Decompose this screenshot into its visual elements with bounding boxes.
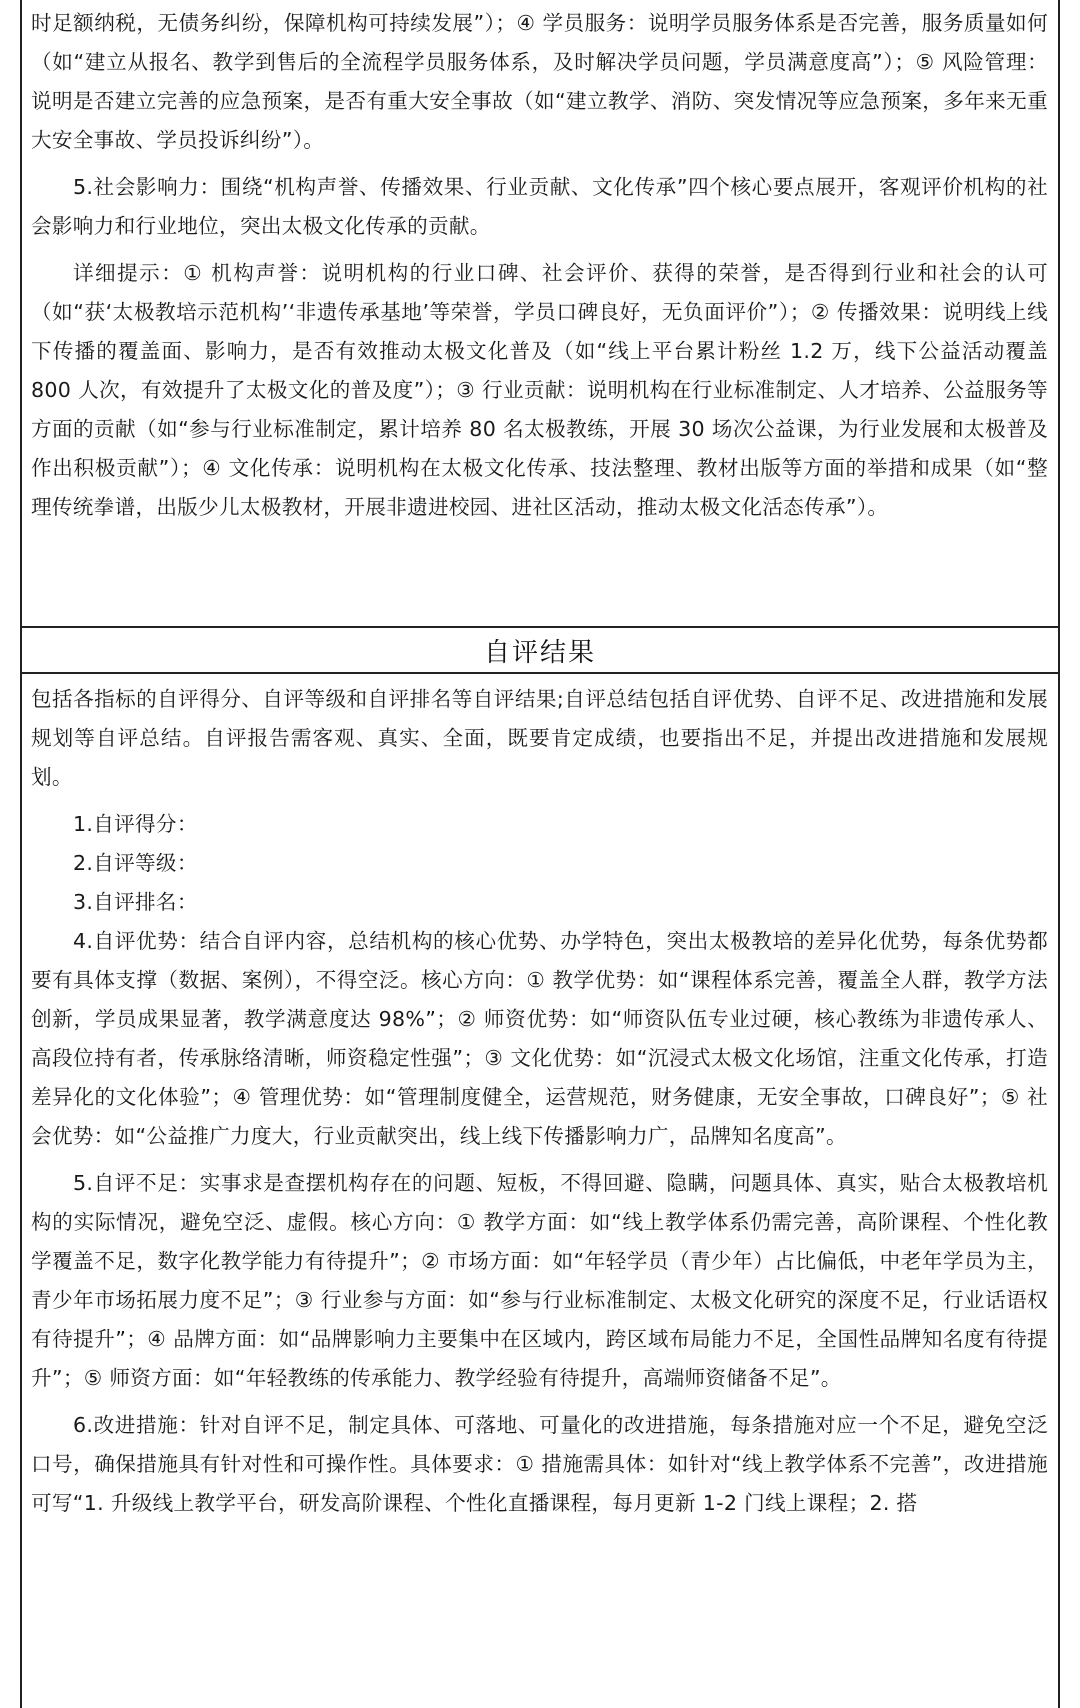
social-influence-heading-paragraph: 5.社会影响力：围绕“机构声誉、传播效果、行业贡献、文化传承”四个核心要点展开，客观评价机构的社会影响力和行业地位，突出太极文化传承的贡献。 (31, 175, 1048, 238)
social-influence-detail-paragraph: 详细提示：① 机构声誉：说明机构的行业口碑、社会评价、获得的荣誉，是否得到行业和社会的认可（如“获‘太极教培示范机构’‘非遗传承基地’等荣誉，学员口碑良好，无负面评价”）；② 传播效果：说明线上线下传播的覆盖面、影响力，是否有效推动太极文化普及（如“线上平台累计粉丝 1.2 万，线下公益活动覆盖 800 人次，有效提升了太极文化的普及度”）；③ 行业贡献：说明机构在行业标准制定、人才培养、公益服务等方面的贡献（如“参与行业标准制定，累计培养 80 名太极教练，开展 30 场次公益课，为行业发展和太极普及作出积极贡献”）；④ 文化传承：说明机构在太极文化传承、技法整理、教材出版等方面的举措和成果（如“整理传统拳谱，出版少儿太极教材，开展非遗进校园、进社区活动，推动太极文化活态传承”）。 (31, 261, 1048, 519)
intro-paragraph: 包括各指标的自评得分、自评等级和自评排名等自评结果;自评总结包括自评优势、自评不足、改进措施和发展规划等自评总结。自评报告需客观、真实、全面，既要肯定成绩，也要指出不足，并提出改进措施和发展规划。 (31, 687, 1048, 789)
bottom-section-cell (22, 674, 1058, 1706)
self-weaknesses-paragraph: 5.自评不足：实事求是查摆机构存在的问题、短板，不得回避、隐瞒，问题具体、真实，贴合太极教培机构的实际情况，避免空泛、虚假。核心方向：① 教学方面：如“线上教学体系仍需完善，高阶课程、个性化教学覆盖不足，数字化教学能力有待提升”；② 市场方面：如“年轻学员（青少年）占比偏低，中老年学员为主，青少年市场拓展力度不足”；③ 行业参与方面：如“参与行业标准制定、太极文化研究的深度不足，行业话语权有待提升”；④ 品牌方面：如“品牌影响力主要集中在区域内，跨区域布局能力不足，全国性品牌知名度有待提升”；⑤ 师资方面：如“年轻教练的传承能力、教学经验有待提升，高端师资储备不足”。 (31, 1171, 1048, 1390)
section-header-row (22, 628, 1058, 674)
self-grade-item: 2.自评等级： (73, 851, 198, 875)
improvement-measures-paragraph: 6.改进措施：针对自评不足，制定具体、可落地、可量化的改进措施，每条措施对应一个不足，避免空泛口号，确保措施具有针对性和可操作性。具体要求：① 措施需具体：如针对“线上教学体系不完善”，改进措施可写“1. 升级线上教学平台，研发高阶课程、个性化直播课程，每月更新 1-2 门线上课程；2. 搭 (31, 1413, 1048, 1515)
self-rank-item: 3.自评排名： (73, 890, 198, 914)
self-strengths-paragraph: 4.自评优势：结合自评内容，总结机构的核心优势、办学特色，突出太极教培的差异化优势，每条优势都要有具体支撑（数据、案例），不得空泛。核心方向：① 教学优势：如“课程体系完善，覆盖全人群，教学方法创新，学员成果显著，教学满意度达 98%”；② 师资优势：如“师资队伍专业过硬，核心教练为非遗传承人、高段位持有者，传承脉络清晰，师资稳定性强”；③ 文化优势：如“沉浸式太极文化场馆，注重文化传承，打造差异化的文化体验”；④ 管理优势：如“管理制度健全，运营规范，财务健康，无安全事故，口碑良好”；⑤ 社会优势：如“公益推广力度大，行业贡献突出，线上线下传播影响力广，品牌知名度高”。 (31, 929, 1048, 1148)
continued-paragraph: 时足额纳税，无债务纠纷，保障机构可持续发展”）；④ 学员服务：说明学员服务体系是否完善，服务质量如何（如“建立从报名、教学到售后的全流程学员服务体系，及时解决学员问题，学员满意度高”）；⑤ 风险管理：说明是否建立完善的应急预案，是否有重大安全事故（如“建立教学、消防、突发情况等应急预案，多年来无重大安全事故、学员投诉纠纷”）。 (31, 11, 1048, 152)
self-score-item: 1.自评得分： (73, 812, 198, 836)
section-title: 自评结果 (483, 637, 596, 668)
top-section-cell (22, 0, 1058, 628)
document-table (20, 0, 1060, 1708)
